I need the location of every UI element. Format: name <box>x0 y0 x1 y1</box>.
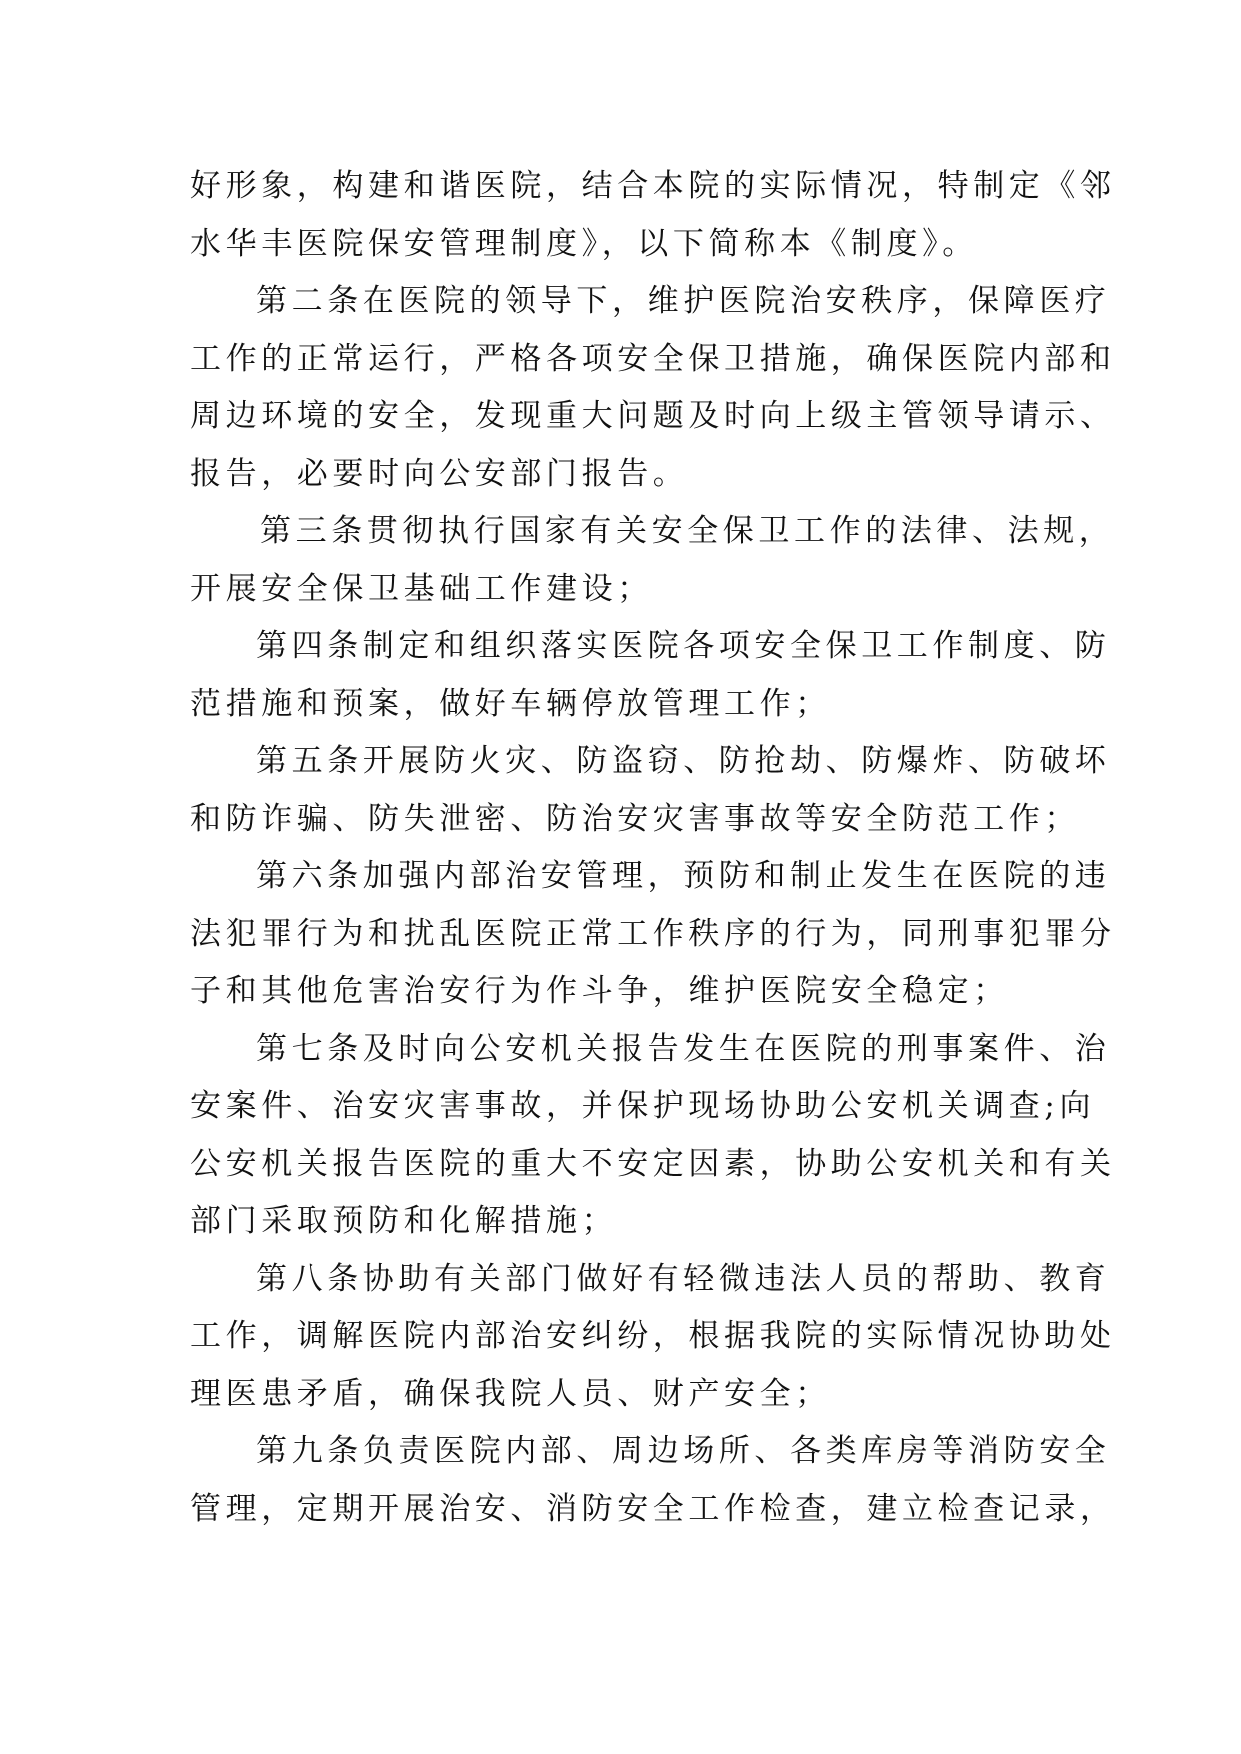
text-line: 范措施和预案，做好车辆停放管理工作； <box>190 685 831 722</box>
article-2-line: 第二条在医院的领导下，维护医院治安秩序，保障医疗 <box>256 283 1111 319</box>
text-line: 开展安全保卫基础工作建设； <box>190 570 653 607</box>
text-line: 部门采取预防和化解措施； <box>190 1203 618 1239</box>
article-9-line: 第九条负责医院内部、周边场所、各类库房等消防安全 <box>256 1433 1111 1469</box>
text-line: 法犯罪行为和扰乱医院正常工作秩序的行为，同刑事犯罪分 <box>190 915 1116 952</box>
text-line: 工作，调解医院内部治安纠纷，根据我院的实际情况协助处 <box>190 1318 1116 1354</box>
text-line: 水华丰医院保安管理制度》，以下简称本《制度》。 <box>190 225 978 262</box>
text-line: 管理，定期开展治安、消防安全工作检查，建立检查记录， <box>190 1490 1116 1527</box>
text-line: 和防诈骗、防失泄密、防治安灾害事故等安全防范工作； <box>190 800 1080 837</box>
text-line: 报告，必要时向公安部门报告。 <box>190 455 689 492</box>
text-line: 工作的正常运行，严格各项安全保卫措施，确保医院内部和 <box>190 340 1116 377</box>
article-3-line: 第三条贯彻执行国家有关安全保卫工作的法律、法规， <box>260 513 1115 549</box>
text-line: 子和其他危害治安行为作斗争，维护医院安全稳定； <box>190 973 1009 1009</box>
text-line: 好形象，构建和谐医院，结合本院的实际情况，特制定《邻 <box>190 168 1116 204</box>
text-line: 公安机关报告医院的重大不安定因素，协助公安机关和有关 <box>190 1145 1116 1182</box>
article-7-line: 第七条及时向公安机关报告发生在医院的刑事案件、治 <box>256 1030 1111 1067</box>
text-line: 安案件、治安灾害事故，并保护现场协助公安机关调查;向 <box>190 1088 1096 1124</box>
text-line: 理医患矛盾，确保我院人员、财产安全； <box>190 1375 831 1412</box>
article-4-line: 第四条制定和组织落实医院各项安全保卫工作制度、防 <box>256 628 1111 664</box>
article-8-line: 第八条协助有关部门做好有轻微违法人员的帮助、教育 <box>256 1260 1111 1297</box>
document-body <box>190 158 1116 1538</box>
text-line: 周边环境的安全，发现重大问题及时向上级主管领导请示、 <box>190 398 1116 434</box>
article-5-line: 第五条开展防火灾、防盗窃、防抢劫、防爆炸、防破坏 <box>256 743 1111 779</box>
article-6-line: 第六条加强内部治安管理，预防和制止发生在医院的违 <box>256 858 1111 894</box>
